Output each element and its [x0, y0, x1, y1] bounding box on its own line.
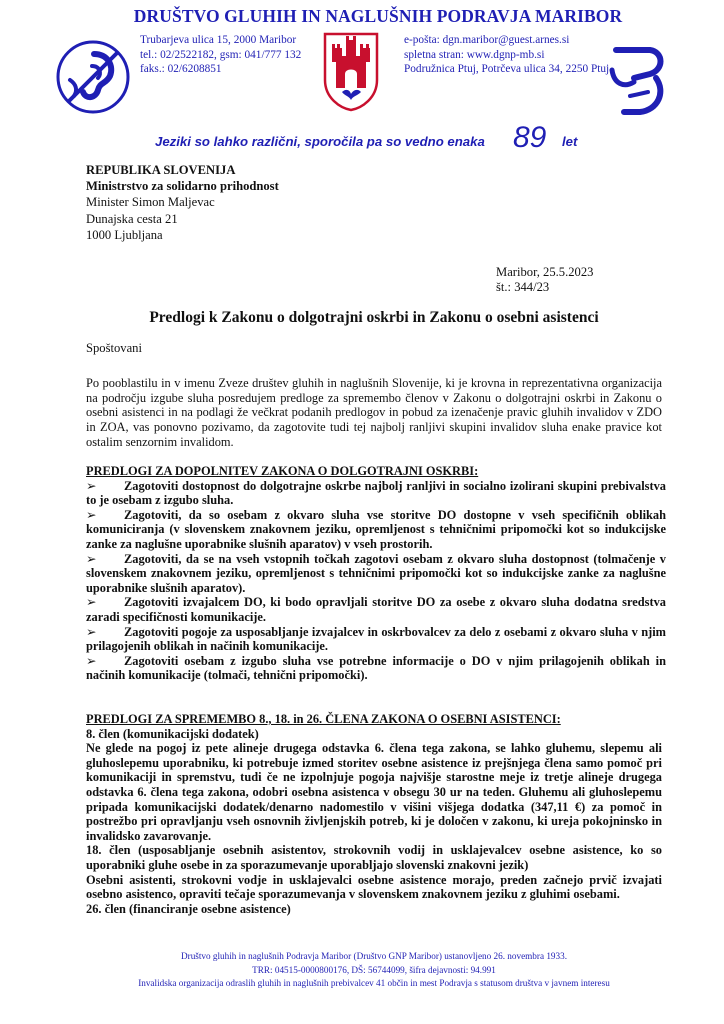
website[interactable]: spletna stran: www.dgnp-mb.si: [404, 48, 545, 61]
list-item: ➢ Zagotoviti, da se na vseh vstopnih točkah zagotovi osebam z okvaro sluha dostopnost (tolmačenje v slovenskem znakovnem jeziku, opremljenost s tehničnimi pripomočki kot so indukcijske zanke za naglušne uporabnike slušnih aparatov).: [86, 551, 666, 595]
letter-subject: Predlogi k Zakonu o dolgotrajni oskrbi in Zakonu o osebni asistenci: [149, 309, 599, 326]
maribor-coat-of-arms-icon: [322, 30, 380, 112]
contact-right-block: [404, 33, 609, 77]
ear-hand-logo-icon: [56, 40, 130, 114]
section-heading: PREDLOGI ZA DOPOLNITEV ZAKONA O DOLGOTRAJNI OSKRBI:: [86, 464, 479, 478]
footer-line-1: Društvo gluhih in naglušnih Podravja Maribor (Društvo GNP Maribor) ustanovljeno 26. novembra 1933.: [181, 951, 567, 961]
intro-paragraph: Po pooblastilu in v imenu Zveze društev gluhih in naglušnih Slovenije, ki je krovna in reprezentativna organizacija na področju izgube sluha posredujem predloge za spremembo členov v Zakonu o dolgotrajni oskrbi in Zakonu o osebni asistenci in na podlagi že večkrat podanih predlogov in pobud za izenačenje pravic gluhih invalidov v ZDO in ZOA, vas ponovno pozivamo, da zagotovite tudi tej najbolj ranljivi skupini invalidov sluha enake pravice kot ostalim senzornim invalidom.: [86, 376, 662, 449]
fax: faks.: 02/6208851: [140, 63, 222, 75]
recipient-street: Dunajska cesta 21: [86, 211, 178, 226]
address: Trubarjeva ulica 15, 2000 Maribor: [140, 34, 297, 46]
article-26-title: 26. člen (financiranje osebne asistence): [86, 901, 291, 916]
article-18-title: 18. člen (usposabljanje osebnih asistentov, strokovnih vodij in usklajevalcev osebne asistence, ko so uporabniki gluhe osebe in za sporazumevanje uporabljajo slovenski znakovni jezik): [86, 843, 662, 872]
anniversary-label: let: [562, 134, 578, 149]
recipient-block: [86, 162, 279, 243]
section-heading: PREDLOGI ZA SPREMEMBO 8., 18. in 26. ČLENA ZAKONA O OSEBNI ASISTENCI:: [86, 712, 561, 726]
footer-line-3: Invalidska organizacija odraslih gluhih in naglušnih prebivalcev 41 občin in mest Podravja s statusom društva v javnem interesu: [138, 978, 610, 988]
organization-name: DRUŠTVO GLUHIH IN NAGLUŠNIH PODRAVJA MARIBOR: [133, 6, 623, 26]
anniversary-number: 89: [513, 121, 547, 154]
section-long-term-care: [86, 464, 666, 683]
recipient-country: REPUBLIKA SLOVENIJA: [86, 163, 236, 177]
arrow-bullet-icon: ➢: [86, 595, 97, 610]
recipient-city: 1000 Ljubljana: [86, 227, 163, 242]
recipient-ministry: Ministrstvo za solidarno prihodnost: [86, 179, 279, 194]
page-footer: [86, 950, 662, 991]
recipient-name: Minister Simon Maljevac: [86, 195, 215, 210]
arrow-bullet-icon: ➢: [86, 551, 97, 566]
email[interactable]: e-pošta: dgn.maribor@guest.arnes.si: [404, 34, 570, 46]
footer-line-2: TRR: 04515-0000800176, DŠ: 56744099, šifra dejavnosti: 94.991: [252, 964, 496, 975]
list-item: ➢ Zagotoviti, da so osebam z okvaro sluha vse storitve DO dostopne v vseh specifičnih oblikah komuniciranja (v slovenskem znakovnem jeziku, opremljenost s tehničnimi pripomočki kot so indukcijske zanke za naglušne uporabnike slušnih aparatov) v vseh prostorih.: [86, 507, 666, 551]
hands-logo-icon: [604, 40, 670, 118]
arrow-bullet-icon: ➢: [86, 478, 97, 493]
list-item: ➢ Zagotoviti osebam z izgubo sluha vse potrebne informacije o DO v njim prilagojenih oblikah in načinih komunikacije (tolmači, tehnični pripomočki).: [86, 653, 666, 683]
contact-left-block: [140, 33, 301, 77]
arrow-bullet-icon: ➢: [86, 624, 97, 639]
phone: tel.: 02/2522182, gsm: 041/777 132: [140, 48, 302, 61]
arrow-bullet-icon: ➢: [86, 653, 97, 668]
article-8-text: Ne glede na pogoj iz pete alineje drugega odstavka 6. člena tega zakona, se lahko gluhemu, slepemu ali gluhoslepemu uporabniku, ki potrebuje izmed storitev osebne asistence iz prejšnjega člena samo pomoč pri komunikaciji in spremstvu, tudi če ne izpolnjuje pogoja najvišje starostne meje iz tretje alineje drugega odstavka 6. člena tega zakona, odobri osebna asistenca v obsegu 30 ur na teden. Gluhemu ali gluhoslepemu pripada komunikacijski dodatek/denarno nadomestilo v višini višjega dodatka (347,11 €) za pomoč in postrežbo pri opravljanju vseh osnovnih življenjskih potreb, ki je določen v zakonu, ki ureja pokojninsko in invalidsko zavarovanje.: [86, 741, 662, 843]
letter-number: št.: 344/23: [496, 280, 550, 294]
date-block: [496, 265, 593, 295]
list-item: ➢ Zagotoviti izvajalcem DO, ki bodo opravljali storitve DO za osebe z okvaro sluha dodatna sredstva zaradi specifičnosti komunikacije.: [86, 595, 666, 624]
arrow-bullet-icon: ➢: [86, 507, 97, 522]
branch-address: Podružnica Ptuj, Potrčeva ulica 34, 2250 Ptuj: [404, 63, 610, 75]
list-item: ➢ Zagotoviti dostopnost do dolgotrajne oskrbe najbolj ranljivi in socialno izolirani skupini prebivalstva to je osebam z izgubo sluha.: [86, 478, 666, 508]
slogan: Jeziki so lahko različni, sporočila pa so vedno enaka: [155, 134, 485, 149]
greeting: Spoštovani: [86, 341, 142, 355]
letter-date: Maribor, 25.5.2023: [496, 265, 594, 279]
list-item: ➢ Zagotoviti pogoje za usposabljanje izvajalcev in oskrbovalcev za delo z osebami z okvaro sluha v njim prilagojenih oblikah in načinih komunikacije.: [86, 624, 666, 654]
article-18-text: Osebni asistenti, strokovni vodje in usklajevalci osebne asistence morajo, preden začnejo prvič izvajati osebno asistenco, opraviti tečaje sporazumevanja v slovenskem znakovnem jeziku z gluhimi osebami.: [86, 872, 662, 902]
article-8-title: 8. člen (komunikacijski dodatek): [86, 726, 259, 741]
section-personal-assistance: [86, 712, 662, 916]
